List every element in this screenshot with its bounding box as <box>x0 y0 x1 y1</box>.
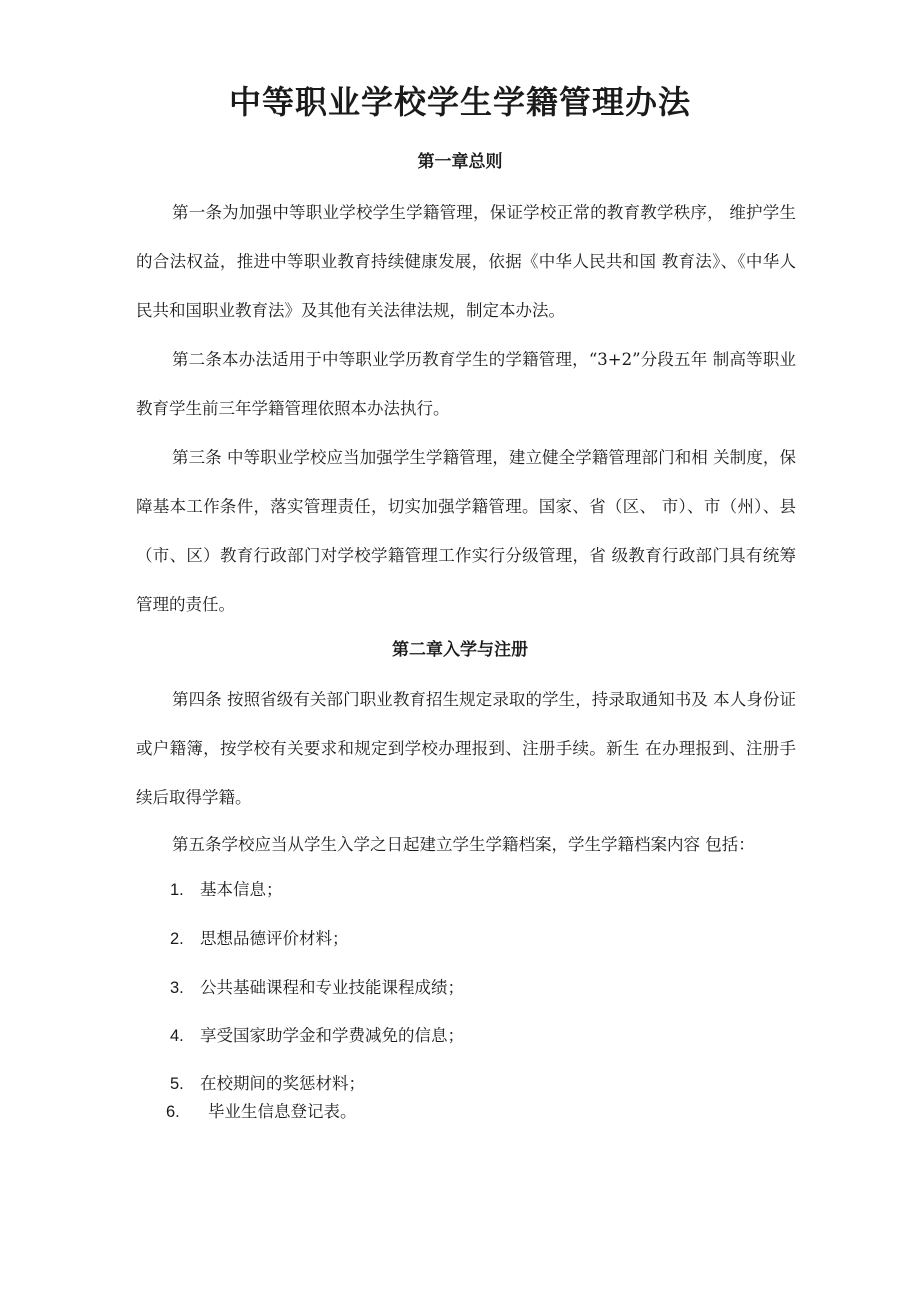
list-item-text: 思想品德评价材料； <box>200 929 349 948</box>
list-item <box>166 1098 357 1126</box>
list-item-text: 享受国家助学金和学费减免的信息； <box>200 1026 464 1045</box>
list-item <box>170 925 349 953</box>
article-2: 第二条本办法适用于中等职业学历教育学生的学籍管理，“3+2”分段五年 制高等职业教育学生前三年学籍管理依照本办法执行。 <box>136 350 796 418</box>
list-item-text: 公共基础课程和专业技能课程成绩； <box>200 978 464 997</box>
list-item-text: 基本信息； <box>200 880 283 899</box>
article-3: 第三条 中等职业学校应当加强学生学籍管理，建立健全学籍管理部门和相 关制度，保障基本工作条件，落实管理责任，切实加强学籍管理。国家、省（区、 市）、市（州）、县（市、区）教育行政部门对学校学籍管理工作实行分级管理，省 级教育行政部门具有统筹管理的责任。 <box>136 448 796 614</box>
list-item-number: 5. <box>170 1075 184 1093</box>
list-item-text: 毕业生信息登记表。 <box>208 1102 357 1121</box>
document-title: 中等职业学校学生学籍管理办法 <box>228 83 691 121</box>
list-item-number: 6. <box>166 1103 180 1121</box>
article-4: 第四条 按照省级有关部门职业教育招生规定录取的学生，持录取通知书及 本人身份证或户籍簿，按学校有关要求和规定到学校办理报到、注册手续。新生 在办理报到、注册手续后取得学籍。 <box>136 690 796 807</box>
list-item-number: 1. <box>170 881 184 899</box>
list-item <box>170 974 464 1002</box>
article-5: 第五条学校应当从学生入学之日起建立学生学籍档案，学生学籍档案内容 包括： <box>172 835 755 854</box>
list-item <box>170 1070 365 1098</box>
list-item <box>170 1022 464 1050</box>
article-1: 第一条为加强中等职业学校学生学籍管理，保证学校正常的教育教学秩序， 维护学生的合法权益，推进中等职业教育持续健康发展，依据《中华人民共和国 教育法》、《中华人民共和国职业教育法》及其他有关法律法规，制定本办法。 <box>136 203 796 320</box>
list-item-number: 4. <box>170 1027 184 1045</box>
chapter-2-heading: 第二章入学与注册 <box>392 640 528 660</box>
list-item <box>170 876 283 904</box>
list-item-number: 3. <box>170 979 184 997</box>
chapter-1-heading: 第一章总则 <box>417 152 503 172</box>
list-item-number: 2. <box>170 930 184 948</box>
list-item-text: 在校期间的奖惩材料； <box>200 1074 365 1093</box>
